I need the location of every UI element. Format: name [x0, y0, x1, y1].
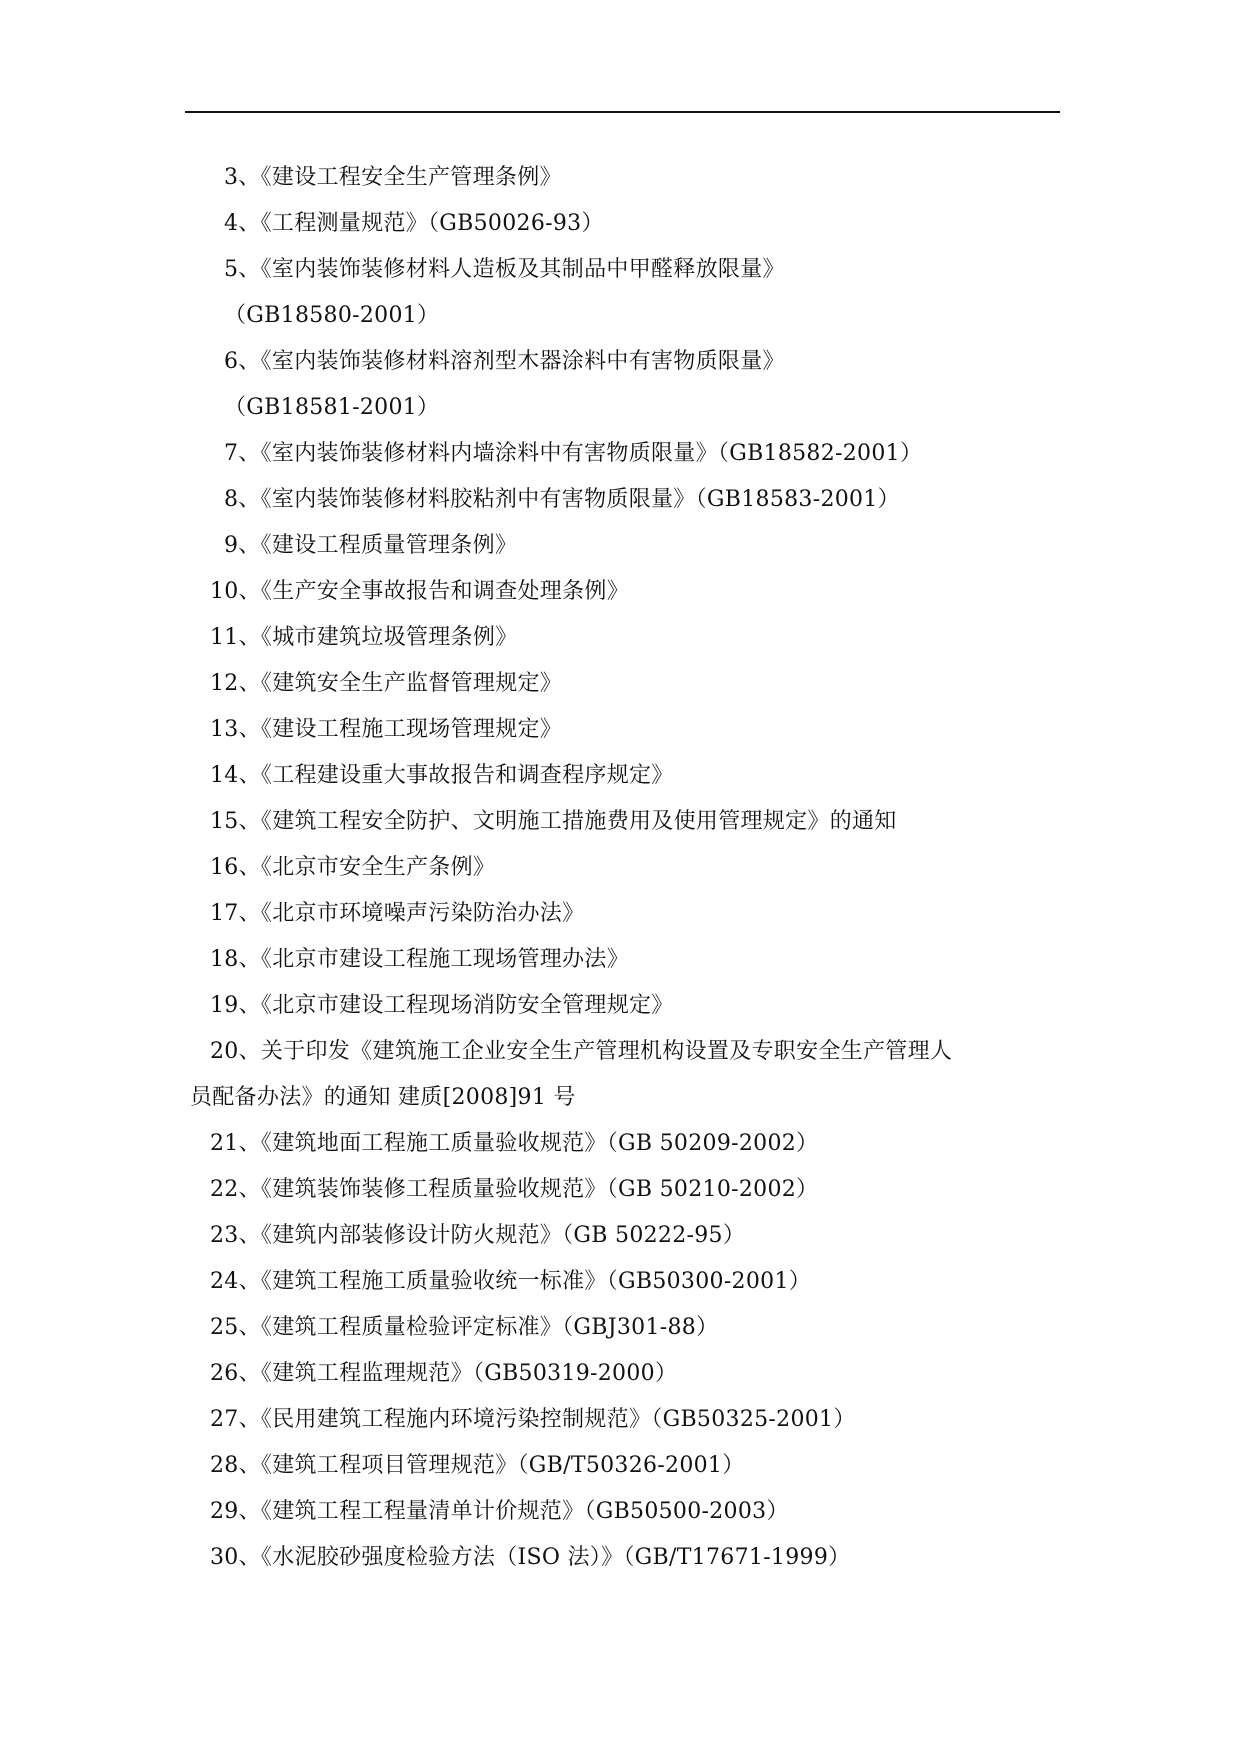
list-line: （GB18581-2001） [224, 395, 440, 420]
list-line: 18、《北京市建设工程施工现场管理办法》 [210, 947, 629, 972]
list-line: 3、《建设工程安全生产管理条例》 [224, 165, 562, 190]
list-line: 14、《工程建设重大事故报告和调查程序规定》 [210, 763, 674, 788]
list-line: 10、《生产安全事故报告和调查处理条例》 [210, 579, 629, 604]
list-line: 21、《建筑地面工程施工质量验收规范》（GB 50209-2002） [210, 1131, 819, 1156]
list-line: 7、《室内装饰装修材料内墙涂料中有害物质限量》（GB18582-2001） [224, 441, 923, 466]
list-line: 29、《建筑工程工程量清单计价规范》（GB50500-2003） [210, 1499, 789, 1524]
list-line: 27、《民用建筑工程施内环境污染控制规范》（GB50325-2001） [210, 1407, 856, 1432]
list-line: 16、《北京市安全生产条例》 [210, 855, 496, 880]
list-line: 5、《室内装饰装修材料人造板及其制品中甲醛释放限量》 [224, 257, 785, 282]
header-rule [185, 111, 1060, 113]
list-line: 员配备办法》的通知 建质[2008]91 号 [190, 1085, 576, 1110]
list-line: 30、《水泥胶砂强度检验方法（ISO 法）》（GB/T17671-1999） [210, 1545, 851, 1570]
list-line: 26、《建筑工程监理规范》（GB50319-2000） [210, 1361, 678, 1386]
list-line: 25、《建筑工程质量检验评定标准》（GBJ301-88） [210, 1315, 719, 1340]
list-line: 23、《建筑内部装修设计防火规范》（GB 50222-95） [210, 1223, 746, 1248]
list-line: （GB18580-2001） [224, 303, 440, 328]
list-line: 24、《建筑工程施工质量验收统一标准》（GB50300-2001） [210, 1269, 812, 1294]
list-line: 28、《建筑工程项目管理规范》（GB/T50326-2001） [210, 1453, 745, 1478]
list-line: 6、《室内装饰装修材料溶剂型木器涂料中有害物质限量》 [224, 349, 785, 374]
list-line: 8、《室内装饰装修材料胶粘剂中有害物质限量》（GB18583-2001） [224, 487, 900, 512]
list-line: 4、《工程测量规范》（GB50026-93） [224, 211, 604, 236]
list-line: 13、《建设工程施工现场管理规定》 [210, 717, 563, 742]
standards-list [190, 155, 1060, 1581]
list-line: 22、《建筑装饰装修工程质量验收规范》（GB 50210-2002） [210, 1177, 819, 1202]
list-line: 15、《建筑工程安全防护、文明施工措施费用及使用管理规定》的通知 [210, 809, 897, 834]
list-line: 19、《北京市建设工程现场消防安全管理规定》 [210, 993, 674, 1018]
list-line: 11、《城市建筑垃圾管理条例》 [210, 625, 518, 650]
list-line: 9、《建设工程质量管理条例》 [224, 533, 518, 558]
list-line: 17、《北京市环境噪声污染防治办法》 [210, 901, 585, 926]
list-line: 12、《建筑安全生产监督管理规定》 [210, 671, 563, 696]
list-line: 20、关于印发《建筑施工企业安全生产管理机构设置及专职安全生产管理人 [210, 1039, 953, 1064]
